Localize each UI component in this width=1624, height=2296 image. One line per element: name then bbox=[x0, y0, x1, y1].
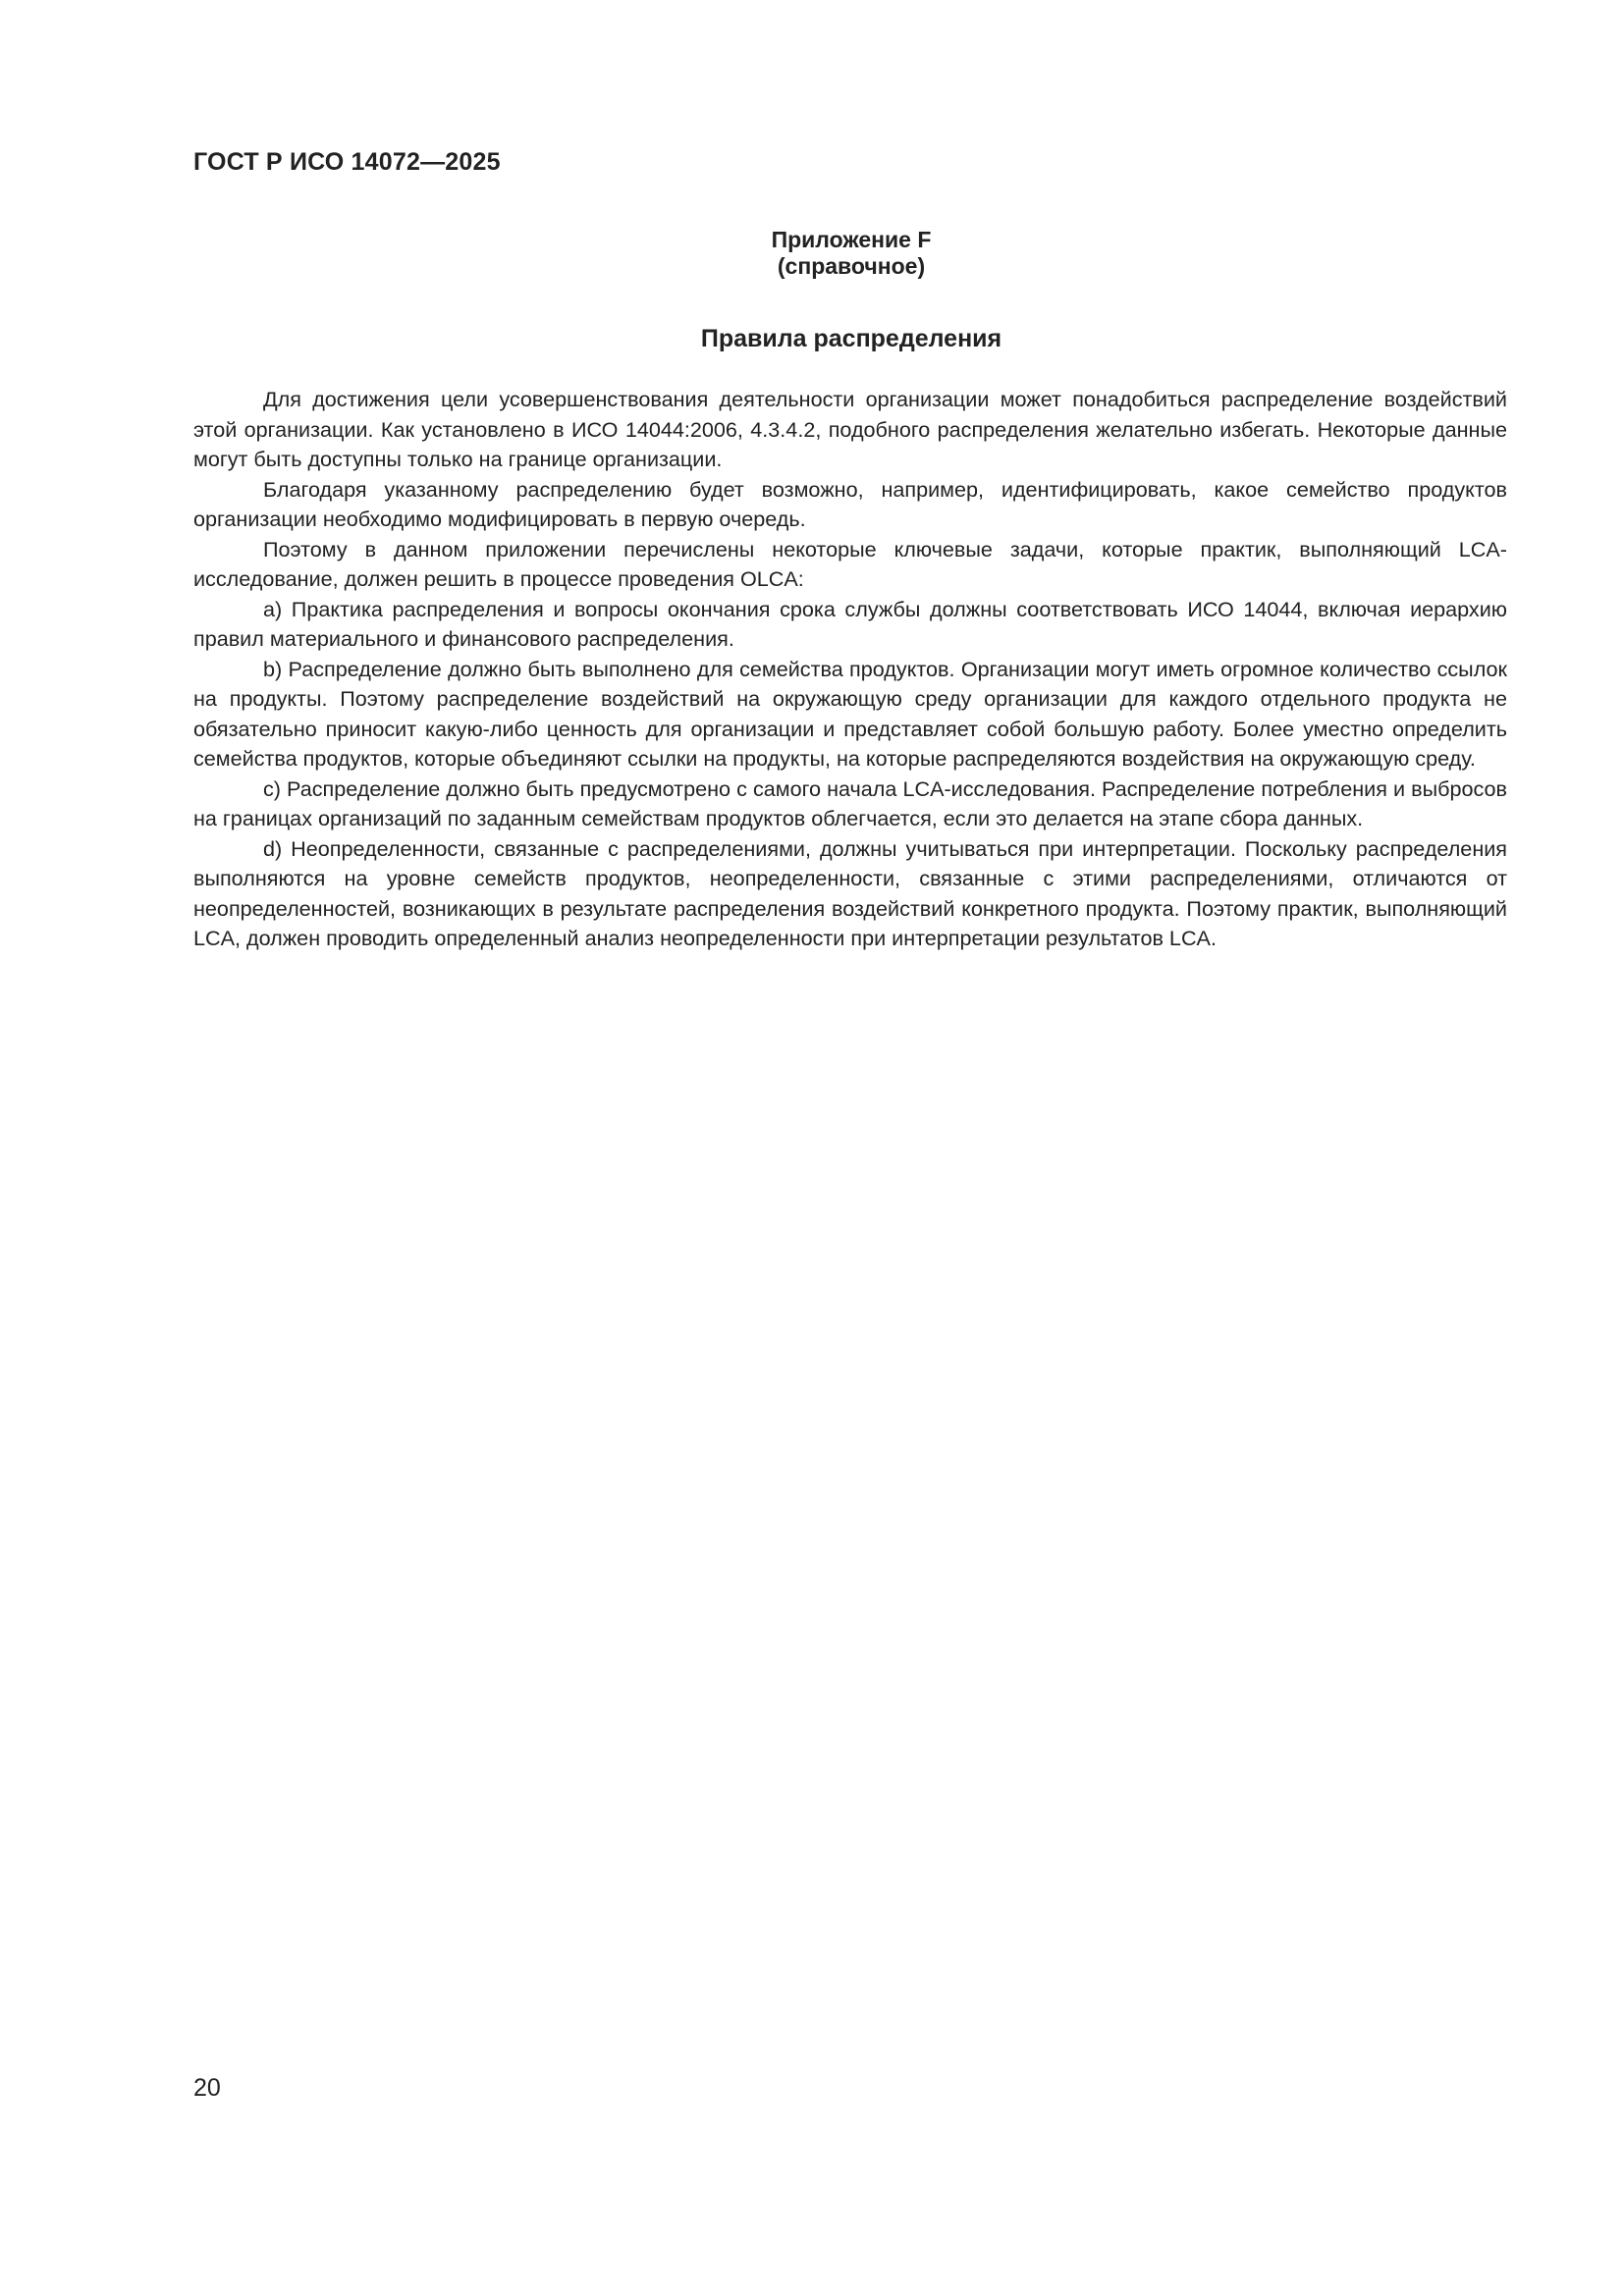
page-number: 20 bbox=[193, 2074, 221, 2102]
section-heading: Правила распределения bbox=[700, 325, 1002, 352]
paragraph-intro: Для достижения цели усовершенствования деятельности организации может понадобиться распределение воздействий этой организации. Как установлено в ИСО 14044:2006, 4.3.4.2, подобного распределения желательно избегать. Некоторые данные могут быть доступны только на границе организации. bbox=[193, 387, 1507, 471]
document-standard-id: ГОСТ Р ИСО 14072—2025 bbox=[193, 148, 501, 176]
annex-title: Приложение F bbox=[771, 227, 932, 252]
paragraph-purpose: Благодаря указанному распределению будет возможно, например, идентифицировать, какое семейство продуктов организации необходимо модифицировать в первую очередь. bbox=[193, 476, 1507, 531]
body-text bbox=[193, 385, 1507, 954]
list-item-d: d) Неопределенности, связанные с распределениями, должны учитываться при интерпретации. Поскольку распределения выполняются на уровне семейств продуктов, неопределенности, связанные с этими распределениями, отличаются от неопределенностей, возникающих в результате распределения воздействий конкретного продукта. Поэтому практик, выполняющий LCA, должен проводить определенный анализ неопределенности при интерпретации результатов LCA. bbox=[193, 835, 1507, 950]
list-item-a: a) Практика распределения и вопросы окончания срока службы должны соответствовать ИСО 14044, включая иерархию правил материального и финансового распределения. bbox=[193, 596, 1507, 651]
list-item-b: b) Распределение должно быть выполнено для семейства продуктов. Организации могут иметь огромное количество ссылок на продукты. Поэтому распределение воздействий на окружающую среду организации для каждого отдельного продукта не обязательно приносит какую-либо ценность для организации и представляет собой большую работу. Более уместно определить семейства продуктов, которые объединяют ссылки на продукты, на которые распределяются воздействия на окружающую среду. bbox=[193, 656, 1507, 771]
paragraph-tasks-intro: Поэтому в данном приложении перечислены некоторые ключевые задачи, которые практик, выполняющий LCA-исследование, должен решить в процессе проведения OLCA: bbox=[193, 536, 1507, 591]
list-item-c: c) Распределение должно быть предусмотрено с самого начала LCA-исследования. Распределение потребления и выбросов на границах организаций по заданным семействам продуктов облегчается, если это делается на этапе сбора данных. bbox=[193, 775, 1507, 830]
annex-kind: (справочное) bbox=[777, 253, 926, 279]
